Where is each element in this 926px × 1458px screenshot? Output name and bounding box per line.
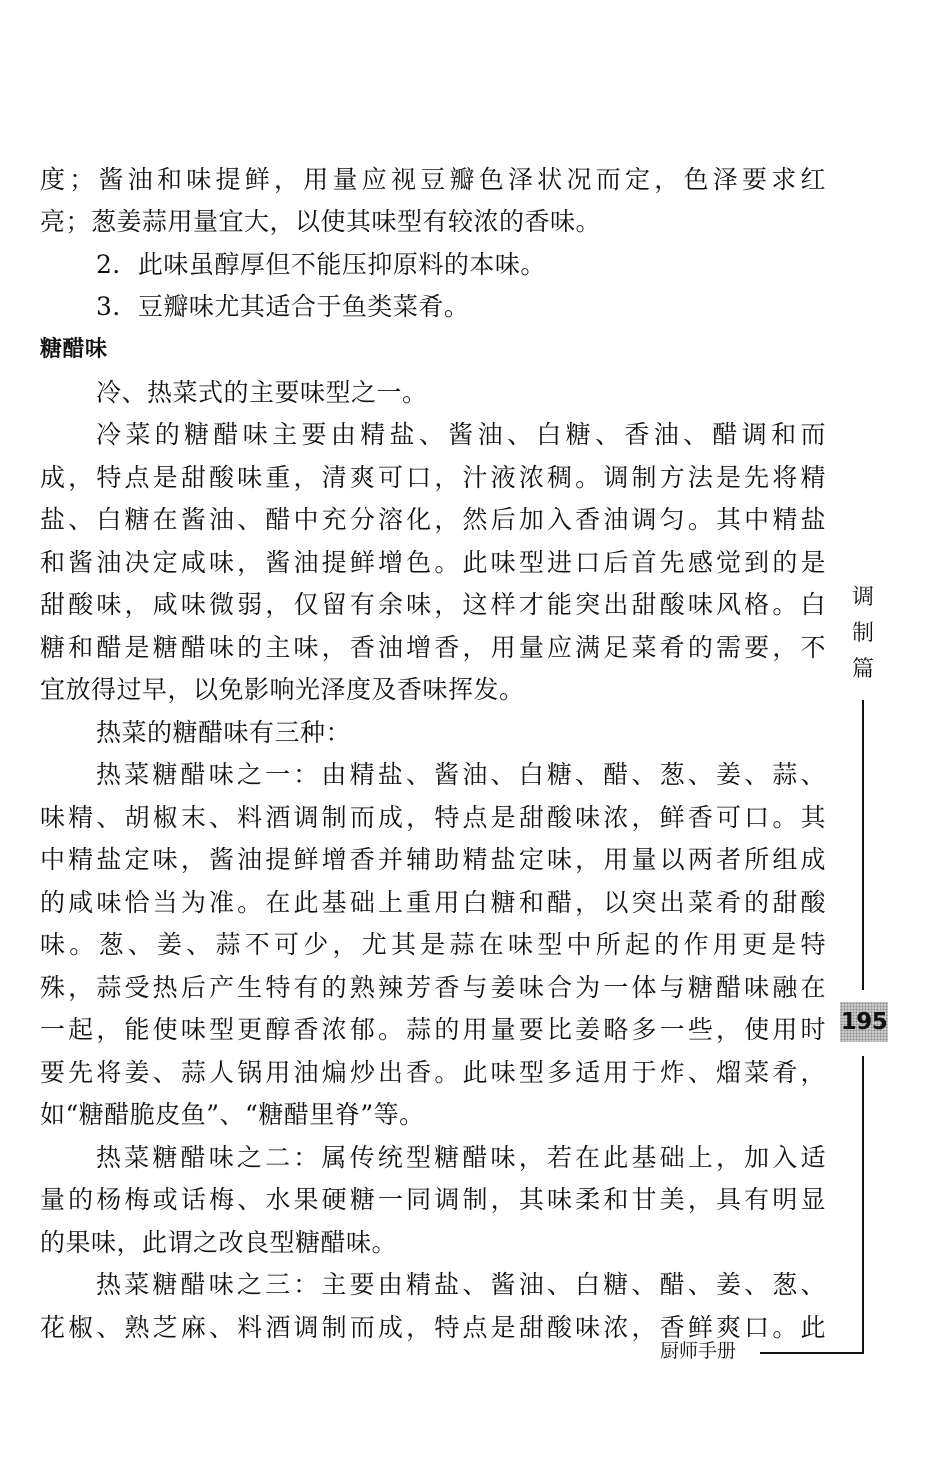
body-line: 热菜的糖醋味有三种： [96, 718, 352, 747]
body-line: 一起，能使味型更醇香浓郁。蒜的用量要比姜略多一些，使用时 [40, 1015, 826, 1044]
footer-rule [760, 1352, 864, 1354]
chapter-side-title [846, 580, 880, 688]
body-line: 中精盐定味，酱油提鲜增香并辅助精盐定味，用量以两者所组成 [40, 845, 826, 874]
side-rule-lower [862, 1056, 864, 1354]
body-line: 花椒、熟芝麻、料酒调制而成，特点是甜酸味浓，香鲜爽口。此 [40, 1313, 826, 1342]
body-line: 度；酱油和味提鲜，用量应视豆瓣色泽状况而定，色泽要求红 [40, 165, 826, 194]
side-title-char: 调 [851, 585, 874, 610]
body-line: 甜酸味，咸味微弱，仅留有余味，这样才能突出甜酸味风格。白 [40, 590, 826, 619]
body-line: 盐、白糖在酱油、醋中充分溶化，然后加入香油调匀。其中精盐 [40, 505, 826, 534]
body-line: 糖和醋是糖醋味的主味，香油增香，用量应满足菜肴的需要，不 [40, 633, 826, 662]
body-line: 的果味，此谓之改良型糖醋味。 [40, 1228, 398, 1257]
body-line: 如“糖醋脆皮鱼”、“糖醋里脊”等。 [40, 1100, 425, 1129]
body-line: 宜放得过早，以免影响光泽度及香味挥发。 [40, 675, 525, 704]
body-line: 冷菜的糖醋味主要由精盐、酱油、白糖、香油、醋调和而 [96, 420, 826, 449]
body-line: 殊，蒜受热后产生特有的熟辣芳香与姜味合为一体与糖醋味融在 [40, 973, 826, 1002]
side-title-char: 篇 [851, 657, 874, 682]
body-line: 热菜糖醋味之三：主要由精盐、酱油、白糖、醋、姜、葱、 [96, 1270, 826, 1299]
body-line: 量的杨梅或话梅、水果硬糖一同调制，其味柔和甘美，具有明显 [40, 1185, 826, 1214]
side-rule-upper [862, 700, 864, 990]
section-heading: 糖醋味 [40, 337, 108, 362]
body-line: 味精、胡椒末、料酒调制而成，特点是甜酸味浓，鲜香可口。其 [40, 803, 826, 832]
side-title-char: 制 [851, 621, 874, 646]
page-number: 195 [840, 1002, 888, 1042]
body-line: 冷、热菜式的主要味型之一。 [96, 378, 428, 407]
body-line: 亮；葱姜蒜用量宜大，以使其味型有较浓的香味。 [40, 207, 602, 236]
footer-book-title: 厨师手册 [660, 1340, 737, 1362]
body-line: 3．豆瓣味尤其适合于鱼类菜肴。 [96, 292, 470, 321]
body-line: 2．此味虽醇厚但不能压抑原料的本味。 [96, 250, 546, 279]
body-line: 和酱油决定咸味，酱油提鲜增色。此味型进口后首先感觉到的是 [40, 548, 826, 577]
body-line: 味。葱、姜、蒜不可少，尤其是蒜在味型中所起的作用更是特 [40, 930, 826, 959]
body-line: 的咸味恰当为准。在此基础上重用白糖和醋，以突出菜肴的甜酸 [40, 888, 826, 917]
body-line: 要先将姜、蒜人锅用油煸炒出香。此味型多适用于炸、熘菜肴， [40, 1058, 826, 1087]
body-line: 热菜糖醋味之二：属传统型糖醋味，若在此基础上，加入适 [96, 1143, 826, 1172]
body-line: 成，特点是甜酸味重，清爽可口，汁液浓稠。调制方法是先将精 [40, 463, 826, 492]
body-line: 热菜糖醋味之一：由精盐、酱油、白糖、醋、葱、姜、蒜、 [96, 760, 826, 789]
